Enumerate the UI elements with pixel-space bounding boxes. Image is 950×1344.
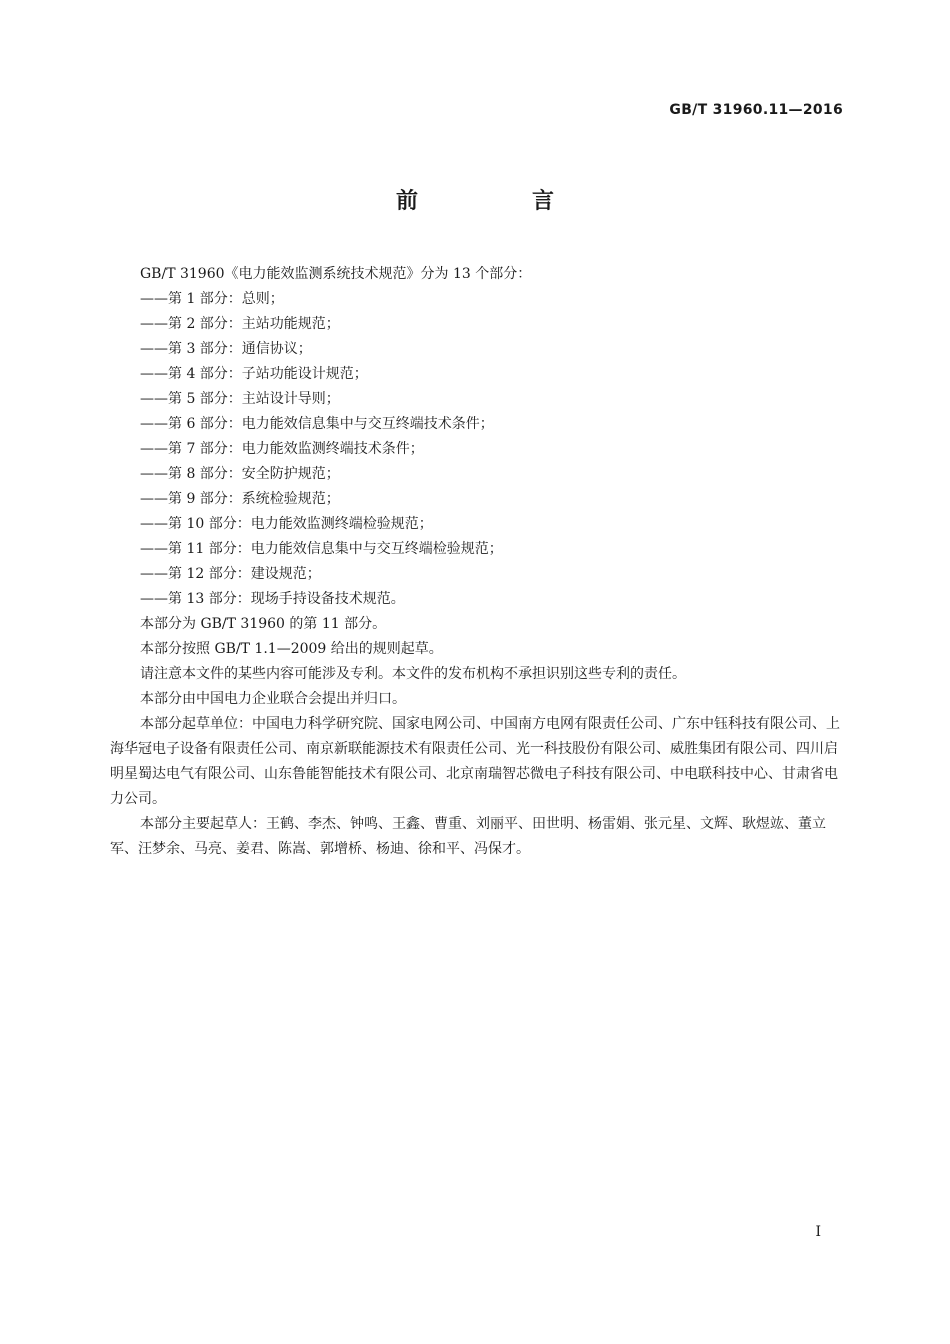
list-item: ——第 13 部分：现场手持设备技术规范。: [140, 591, 405, 607]
list-item: ——第 1 部分：总则；: [140, 291, 284, 307]
list-item: ——第 9 部分：系统检验规范；: [140, 491, 340, 507]
standard-code: GB/T 31960.11—2016: [669, 102, 843, 118]
list-item: ——第 6 部分：电力能效信息集中与交互终端技术条件；: [140, 416, 494, 432]
intro-paragraph: GB/T 31960《电力能效监测系统技术规范》分为 13 个部分：: [140, 266, 532, 282]
drafting-rules-paragraph: 本部分按照 GB/T 1.1—2009 给出的规则起草。: [140, 641, 443, 657]
list-item: ——第 12 部分：建设规范；: [140, 566, 321, 582]
part-of-paragraph: 本部分为 GB/T 31960 的第 11 部分。: [140, 616, 387, 632]
list-item: ——第 3 部分：通信协议；: [140, 341, 312, 357]
list-item: ——第 2 部分：主站功能规范；: [140, 316, 340, 332]
list-item: ——第 4 部分：子站功能设计规范；: [140, 366, 368, 382]
list-item: ——第 11 部分：电力能效信息集中与交互终端检验规范；: [140, 541, 503, 557]
patent-notice-paragraph: 请注意本文件的某些内容可能涉及专利。本文件的发布机构不承担识别这些专利的责任。: [140, 666, 686, 682]
proposer-paragraph: 本部分由中国电力企业联合会提出并归口。: [140, 691, 406, 707]
drafters-paragraph: 本部分主要起草人：王鹤、李杰、钟鸣、王鑫、曹重、刘丽平、田世明、杨雷娟、张元星、文辉、耿煜竑、董立军、汪梦余、马亮、姜君、陈嵩、郭增桥、杨迪、徐和平、冯保才。: [110, 816, 826, 857]
page-title: 前 言: [395, 189, 600, 214]
page-number: I: [815, 1224, 821, 1240]
list-item: ——第 5 部分：主站设计导则；: [140, 391, 340, 407]
drafting-units-paragraph: 本部分起草单位：中国电力科学研究院、国家电网公司、中国南方电网有限责任公司、广东中钰科技有限公司、上海华冠电子设备有限责任公司、南京新联能源技术有限责任公司、光一科技股份有限公司、威胜集团有限公司、四川启明星蜀达电气有限公司、山东鲁能智能技术有限公司、北京南瑞智芯微电子科技有限公司、中电联科技中心、甘肃省电力公司。: [110, 716, 840, 807]
foreword-body: [110, 262, 845, 862]
list-item: ——第 8 部分：安全防护规范；: [140, 466, 340, 482]
list-item: ——第 7 部分：电力能效监测终端技术条件；: [140, 441, 424, 457]
list-item: ——第 10 部分：电力能效监测终端检验规范；: [140, 516, 433, 532]
